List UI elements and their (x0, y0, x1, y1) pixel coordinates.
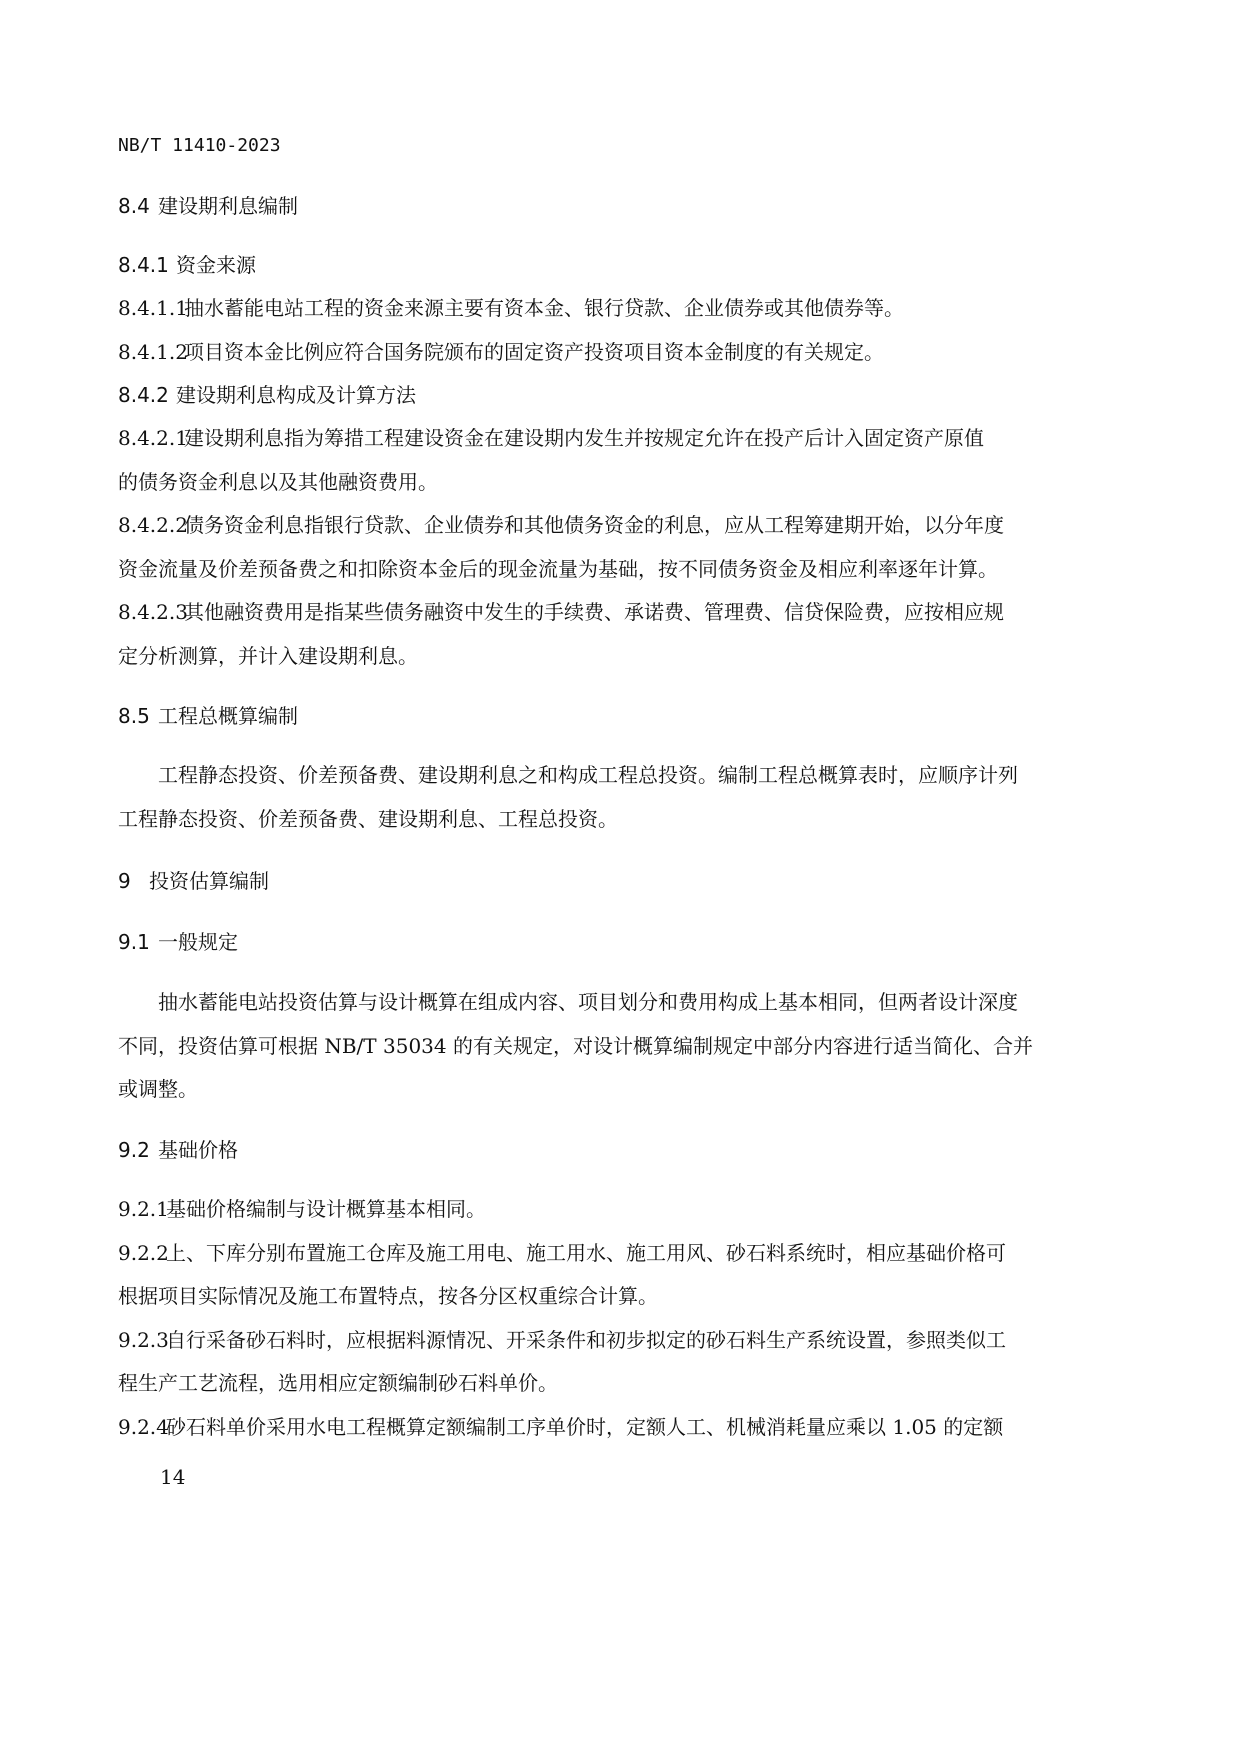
clause-9-2-4-line1 (118, 1413, 1003, 1441)
clause-9-2-1 (118, 1195, 486, 1223)
section-heading-8-5 (118, 702, 298, 730)
clause-text: 债务资金利息指银行贷款、企业债券和其他债务资金的利息，应从工程筹建期开始，以分年度 (184, 513, 1004, 537)
subsection-title: 建设期利息构成及计算方法 (176, 383, 416, 407)
clause-number: 8.4.2.1 (118, 426, 188, 450)
paragraph-8-5-line2: 工程静态投资、价差预备费、建设期利息、工程总投资。 (118, 807, 618, 831)
section-heading-9-2 (118, 1136, 238, 1164)
chapter-number: 9 (118, 869, 131, 893)
section-number: 9.1 (118, 930, 150, 954)
clause-text: 其他融资费用是指某些债务融资中发生的手续费、承诺费、管理费、信贷保险费，应按相应规 (184, 600, 1004, 624)
section-heading-8-4 (118, 192, 298, 220)
section-heading-9-1 (118, 928, 238, 956)
clause-text: 自行采备砂石料时，应根据料源情况、开采条件和初步拟定的砂石料生产系统设置，参照类似工 (166, 1328, 1006, 1352)
clause-number: 9.2.4 (118, 1415, 169, 1439)
clause-9-2-2-line1 (118, 1239, 1006, 1267)
clause-number: 9.2.2 (118, 1241, 169, 1265)
clause-text: 基础价格编制与设计概算基本相同。 (166, 1197, 486, 1221)
chapter-heading-9 (118, 867, 269, 895)
clause-9-2-3-line2: 程生产工艺流程，选用相应定额编制砂石料单价。 (118, 1371, 558, 1395)
clause-text: 项目资本金比例应符合国务院颁布的固定资产投资项目资本金制度的有关规定。 (184, 340, 884, 364)
subsection-heading-8-4-1 (118, 251, 256, 279)
paragraph-9-1-line3: 或调整。 (118, 1077, 198, 1101)
clause-8-4-2-1-line2: 的债务资金利息以及其他融资费用。 (118, 470, 438, 494)
clause-8-4-2-3-line2: 定分析测算，并计入建设期利息。 (118, 644, 418, 668)
section-title: 一般规定 (158, 930, 238, 954)
section-number: 8.5 (118, 704, 150, 728)
paragraph-9-1-line1: 抽水蓄能电站投资估算与设计概算在组成内容、项目划分和费用构成上基本相同，但两者设计深度 (158, 990, 1018, 1014)
subsection-number: 8.4.2 (118, 383, 169, 407)
clause-number: 9.2.3 (118, 1328, 169, 1352)
clause-number: 8.4.1.1 (118, 296, 188, 320)
clause-8-4-1-1 (118, 294, 904, 322)
clause-8-4-2-1-line1 (118, 424, 984, 452)
section-number: 9.2 (118, 1138, 150, 1162)
page-number: 14 (160, 1465, 186, 1489)
clause-text: 砂石料单价采用水电工程概算定额编制工序单价时，定额人工、机械消耗量应乘以 1.05 的定额 (166, 1415, 1004, 1439)
clause-8-4-2-2-line1 (118, 511, 1004, 539)
subsection-title: 资金来源 (176, 253, 256, 277)
clause-number: 8.4.1.2 (118, 340, 188, 364)
clause-8-4-2-2-line2: 资金流量及价差预备费之和扣除资本金后的现金流量为基础，按不同债务资金及相应利率逐年计算。 (118, 557, 998, 581)
section-number: 8.4 (118, 194, 150, 218)
standard-code: NB/T 11410-2023 (118, 135, 281, 156)
clause-text: 抽水蓄能电站工程的资金来源主要有资本金、银行贷款、企业债券或其他债券等。 (184, 296, 904, 320)
paragraph-8-5-line1: 工程静态投资、价差预备费、建设期利息之和构成工程总投资。编制工程总概算表时，应顺序计列 (158, 763, 1018, 787)
section-title: 建设期利息编制 (158, 194, 298, 218)
clause-9-2-3-line1 (118, 1326, 1006, 1354)
subsection-heading-8-4-2 (118, 381, 416, 409)
subsection-number: 8.4.1 (118, 253, 169, 277)
clause-8-4-1-2 (118, 338, 884, 366)
chapter-title: 投资估算编制 (149, 869, 269, 893)
section-title: 基础价格 (158, 1138, 238, 1162)
clause-9-2-2-line2: 根据项目实际情况及施工布置特点，按各分区权重综合计算。 (118, 1284, 658, 1308)
clause-number: 9.2.1 (118, 1197, 169, 1221)
paragraph-9-1-line2: 不同，投资估算可根据 NB/T 35034 的有关规定，对设计概算编制规定中部分内容进行适当简化、合并 (118, 1034, 1033, 1058)
clause-8-4-2-3-line1 (118, 598, 1004, 626)
section-title: 工程总概算编制 (158, 704, 298, 728)
clause-text: 上、下库分别布置施工仓库及施工用电、施工用水、施工用风、砂石料系统时，相应基础价格可 (166, 1241, 1006, 1265)
clause-number: 8.4.2.2 (118, 513, 188, 537)
clause-number: 8.4.2.3 (118, 600, 188, 624)
clause-text: 建设期利息指为筹措工程建设资金在建设期内发生并按规定允许在投产后计入固定资产原值 (184, 426, 984, 450)
